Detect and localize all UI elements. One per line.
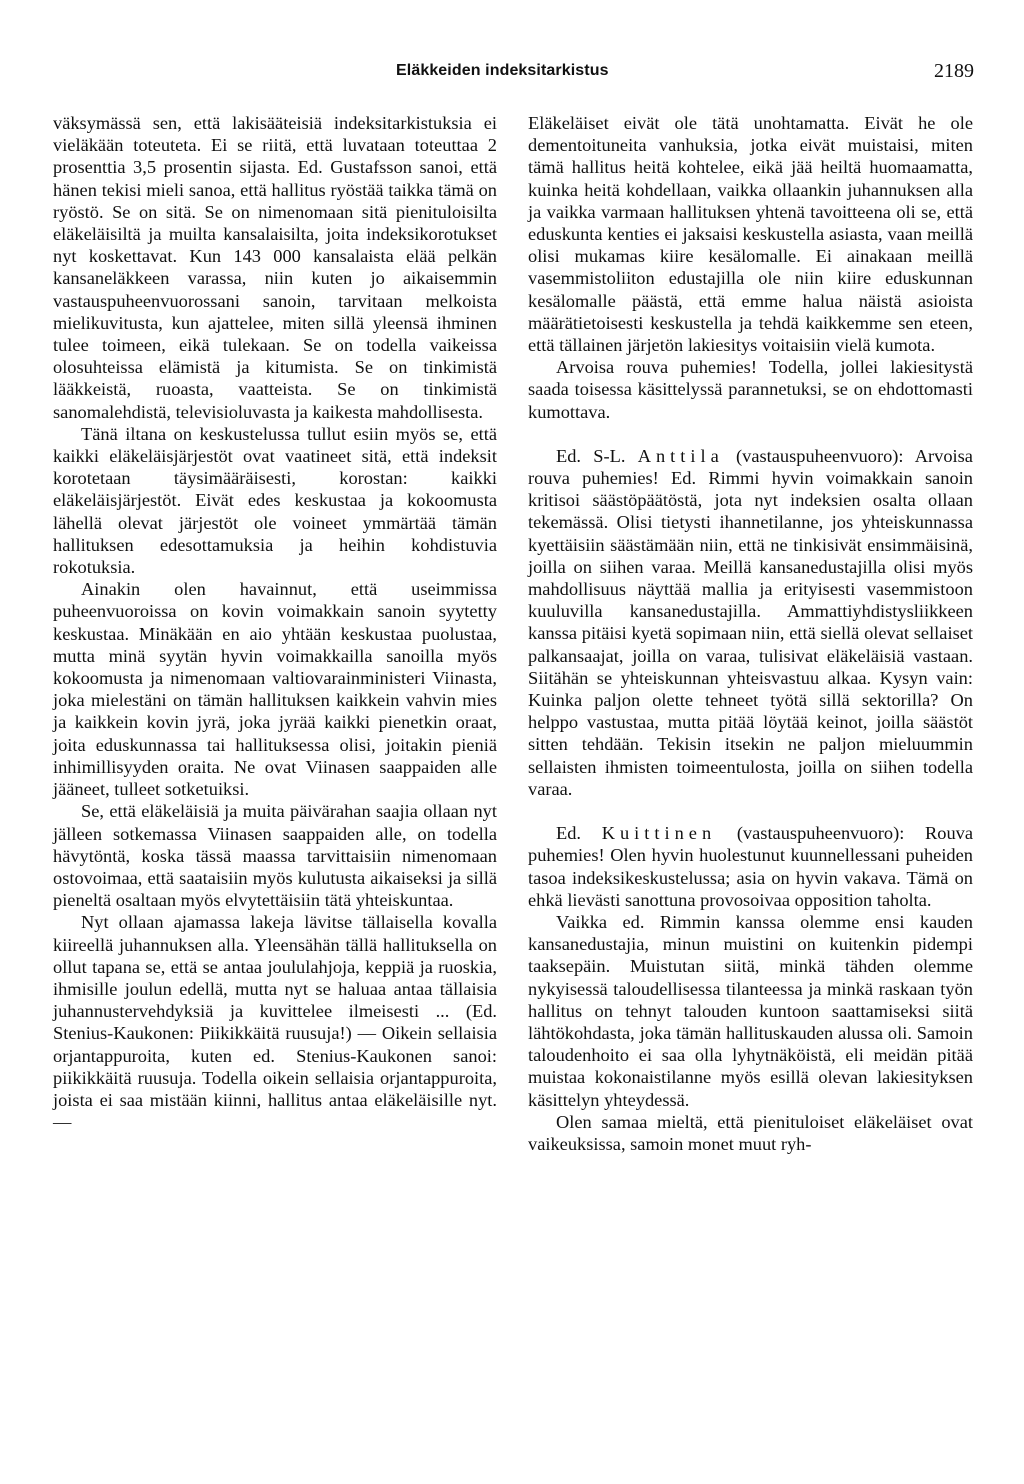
left-column	[53, 112, 497, 1133]
paragraph: Vaikka ed. Rimmin kanssa olemme ensi kauden kansanedustajia, minun muistini on kuitenkin pidempi taaksepäin. Muistutan siitä, minkä tähden olemme nykyisessä taloudellisessa tilanteessa ja minkä raskaan työn hallitus on tehnyt talouden kuntoon saattamiseksi siitä lähtökohdasta, joka tämän hallituskauden alussa oli. Samoin taloudenhoito ei saa olla lyhytnäköistä, eli meidän pitää muistaa kokonaistilanne myös esillä olevan lakiesityksen käsittelyn yhteydessä.	[528, 911, 973, 1110]
speaker-name: Anttila	[637, 445, 724, 466]
speaker-role: (vastauspuheenvuoro):	[736, 445, 904, 466]
speaker-name: Kuittinen	[601, 823, 717, 844]
right-column	[528, 112, 973, 1155]
page-number: 2189	[934, 60, 974, 82]
paragraph: väksymässä sen, että lakisääteisiä indeksitarkistuksia ei vieläkään toteuteta. Ei se riitä, että luvataan toteuttaa 2 prosenttia 3,5 prosentin sijasta. Ed. Gustafsson sanoi, että hänen tekisi mieli sanoa, että hallitus ryöstää taikka tämä on ryöstö. Se on sitä. Se on nimenomaan sitä pienituloisilta eläkeläisiltä ja muilta kansalaisilta, joita indeksikorotukset nyt koskettavat. Kun 143 000 kansalaista elää pelkän kansaneläkkeen varassa, niin kuten jo aikaisemmin vastauspuheenvuorossani sanoin, tarvitaan melkoista mielikuvitusta, kun ajattelee, miten sillä yleensä ihminen tulee toimeen, eikä tulekaan. Se on todella vaikeissa olosuhteissa elämistä ja kitumista. Se on tinkimistä lääkkeistä, ruoasta, vaatteista. Se on tinkimistä sanomalehdistä, televisioluvasta ja kaikesta mahdollisesta.	[53, 113, 497, 422]
paragraph: Eläkeläiset eivät ole tätä unohtamatta. Eivät he ole dementoituneita vanhuksia, jotka eivät muistaisi, miten tämä hallitus heitä kohtelee, eikä jää heiltä huomaamatta, kuinka heitä kohdellaan, vaikka ollaankin juhannuksen alla ja vaikka varmaan hallituksen yhtenä tavoitteena oli se, että eduskunta kenties ei jaksaisi keskustella asiasta, vaan meillä olisi mukamas kiire kesälomalle. Ei ainakaan meillä vasemmistoliiton edustajilla ole niin kiire eduskunnan kesälomalle päästä, että emme halua näistä asioista määrätietoisesti keskustella ja tehdä kaikkemme sen eteen, että tällainen järjetön lakiesitys voitaisiin vielä kumota.	[528, 113, 973, 356]
paragraph: Olen samaa mieltä, että pienituloiset eläkeläiset ovat vaikeuksissa, samoin monet muut ryh-	[528, 1111, 973, 1154]
speech-anttila	[528, 445, 973, 800]
speaker-prefix: Ed.	[556, 823, 582, 844]
paragraph: Tänä iltana on keskustelussa tullut esiin myös se, että kaikki eläkeläisjärjestöt ovat vaatineet sitä, että indeksit korotetaan täysimääräisesti, korostan: kaikki eläkeläisjärjestöt. Eivät edes keskustaa ja kokoomusta lähellä olevat järjestöt ole voineet ymmärtää tämän hallituksen edesottamuksia ja heihin kohdistuvia rokotuksia.	[53, 423, 497, 578]
speech-text: Arvoisa rouva puhemies! Ed. Rimmi hyvin voimakkain sanoin kritisoi säästöpäätöstä, jota nyt indeksien osalta ollaan tekemässä. Olisi tietysti ihannetilanne, jos yhteiskunnassa kyettäisiin säästämään niin, että ne tinkisivät ensimmäisinä, joilla on siihen varaa. Meillä kansanedustajilla olisi myös mahdollisuus näyttää mallia ja erityisesti vasemmistoon kuuluvilla kansanedustajilla. Ammattiyhdistysliikkeen kanssa pitäisi kyetä sopimaan niin, että siellä olevat sellaiset palkansaajat, joilla on varaa, tulisivat eläkeläisiä vastaan. Siitähän se yhteiskunnan yhteisvastuu alkaa. Kysyn vain: Kuinka paljon olette tehneet työtä sillä sektorilla? On helppo vastustaa, mutta pitää löytää keinot, joilla säästöt sitten tehdään. Tekisin itsekin ne paljon mieluummin sellaisten ihmisten toimeentulosta, joilla on siihen todella varaa.	[528, 445, 973, 799]
speaker-role: (vastauspuheenvuoro):	[736, 823, 905, 844]
speech-text: Rouva puhemies! Olen hyvin huolestunut kuunnellessani puheiden tasoa indeksikeskustelussa; asia on hyvin vakava. Tämä on ehkä lievästi sanottuna provosoivaa opposition taholta.	[528, 823, 973, 910]
paragraph: Ainakin olen havainnut, että useimmissa puheenvuoroissa on kovin voimakkain sanoin syytetty keskustaa. Minäkään en aio yhtään keskustaa puolustaa, mutta minä syytän hyvin voimakkailla sanoilla myös kokoomusta ja nimenomaan valtiovarainministeri Viinasta, joka mielestäni on tämän hallituksen kaikkein vahvin mies ja kaikkein kovin jyrä, joka jyrää kaikki pienetkin oraat, joita eduskunnassa tai hallituksessa olisi, joitakin pieniä inhimillisyyden oraita. Ne ovat Viinasen saappaiden alle jääneet, tulleet sotketuiksi.	[53, 579, 497, 800]
paragraph: Se, että eläkeläisiä ja muita päivärahan saajia ollaan nyt jälleen sotkemassa Viinasen saappaiden alle, on todella hävytöntä, koska tässä maassa tarvittaisiin nimenomaan ostovoimaa, että saataisiin myös kulutusta aikaiseksi ja sillä pieneltä osaltaan myös elvytettäisiin tätä yhteiskuntaa.	[53, 801, 497, 911]
speaker-prefix: Ed. S-L.	[556, 445, 626, 466]
running-title: Eläkkeiden indeksitarkistus	[396, 62, 609, 79]
page-header	[0, 62, 1024, 86]
paragraph: Nyt ollaan ajamassa lakeja lävitse tällaisella kovalla kiireellä juhannuksen alla. Yleensähän tällä hallituksella on ollut tapana se, että se antaa joululahjoja, keppiä ja ruoskia, ihmisille joulun edellä, mutta nyt se haluaa antaa tällaisia juhannustervehdyksiä ja kuvittelee ilmeisesti ... (Ed. Stenius-Kaukonen: Piikikkäitä ruusuja!) — Oikein sellaisia orjantappuroita, kuten ed. Stenius-Kaukonen sanoi: piikikkäitä ruusuja. Todella oikein sellaisia orjantappuroita, joista ei saa mistään kiinni, hallitus antaa eläkeläisille nyt. —	[53, 912, 497, 1133]
speech-kuittinen	[528, 822, 973, 911]
paragraph: Arvoisa rouva puhemies! Todella, jollei lakiesitystä saada toisessa käsittelyssä parannetuksi, se on ehdottomasti kumottava.	[528, 357, 973, 422]
